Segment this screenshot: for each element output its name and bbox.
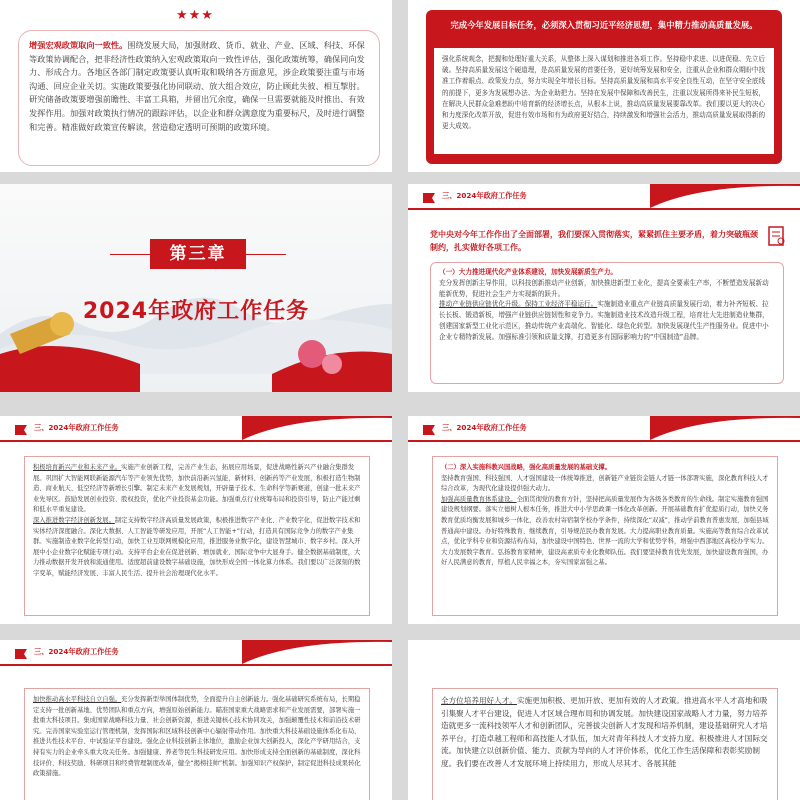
slide-talent-cultivation (408, 640, 800, 800)
paragraph: 实施制造业重点产业链高质量发展行动，着力补齐短板、拉长长板、锻造新板，增强产业链供应链韧性和竞争力。实施制造业技术改造升级工程，培育壮大先进制造业集群，创建国家新型工业化示范区，推动传统产业高端化、智能化、绿色化转型。加快发展现代生产性服务业。促进中小企业专精特新发展。加强标准引领和质量支撑，打造更多有国际影响力的“中国制造”品牌。 (439, 300, 769, 341)
paragraph: 充分发挥新型举国体制优势，全面提升自主创新能力。强化基础研究系统布局，长期稳定支持一批创新基地、优势团队和重点方向，增强原始创新能力。瞄准国家重大战略需求和产业发展需要，部署实施一批重大科技项目。集成国家战略科技力量、社会创新资源，推进关键核心技术协同攻关，加强颠覆性技术和前沿技术研究。完善国家实验室运行管理机制，发挥国际和区域科技创新中心辐射带动作用。加快重大科技基础设施体系化布局，推进共性技术平台、中试验证平台建设。强化企业科技创新主体地位，激励企业加大创新投入，深化产学研用结合，支持有实力的企业牵头重大攻关任务。加强健康、养老等民生科技研发应用。加快形成支持全面创新的基础制度，深化科技评价、科技奖励、科研项目和经费管理制度改革，健全“揭榜挂帅”机制。加强知识产权保护，制定促进科技成果转化政策措施。 (33, 696, 361, 778)
slide-header (0, 640, 392, 668)
paragraph-lead: 全方位培养用好人才。 (441, 696, 517, 705)
text-box (18, 30, 380, 166)
subsection-title: （二）深入实施科教兴国战略，强化高质量发展的基础支撑。 (441, 464, 612, 471)
paragraph: 制定支持数字经济高质量发展政策，积极推进数字产业化、产业数字化，促进数字技术和实体经济深度融合。深化大数据、人工智能等研发应用，开展“人工智能+”行动，打造具有国际竞争力的数字产业集群。实施制造业数字化转型行动，加快工业互联网规模化应用，推进服务业数字化，建设智慧城市、数字乡村。深入开展中小企业数字化赋能专项行动。支持平台企业在促进创新、增加就业、国际竞争中大显身手。健全数据基础制度，大力推动数据开发开放和流通使用。适度超前建设数字基础设施，加快形成全国一体化算力体系。我们要以广泛深刻的数字变革，赋能经济发展、丰富人民生活、提升社会治理现代化水平。 (33, 516, 361, 577)
slide-2024-tasks-overview (408, 184, 800, 392)
paragraph: 全面贯彻党的教育方针，坚持把高质量发展作为各级各类教育的生命线。制定实施教育强国建设规划纲要。落实立德树人根本任务，推进大中小学思政课一体化改革创新。开展基础教育扩优提质行动，加快义务教育优质均衡发展和城乡一体化，改善农村寄宿制学校办学条件，持续深化“双减”，推动学前教育普惠发展，加强县域普通高中建设。办好特殊教育、继续教育，引导规范民办教育发展。大力提高职业教育质量。实施高等教育综合改革试点，优化学科专业和资源结构布局，加快建设中国特色、世界一流的大学和优势学科，增强中西部地区高校办学实力。大力发展数字教育。弘扬教育家精神，建设高素质专业化教师队伍。我们要坚持教育优先发展，加快建设教育强国，办好人民满意的教育，厚植人民幸福之本，夯实国家富强之基。 (441, 495, 769, 567)
bold-lead: 增强宏观政策取向一致性。 (29, 40, 128, 50)
header-line (408, 440, 800, 442)
paragraph-lead: 深入推进数字经济创新发展。 (33, 516, 115, 524)
paragraph-lead: 推动产业链供应链优化升级。保持工业经济平稳运行。 (439, 300, 598, 309)
paragraph: 实施更加积极、更加开放、更加有效的人才政策。推进高水平人才高地和吸引集聚人才平台建设，促进人才区域合理布局和协调发展。加快建设国家战略人才力量，努力培养造就更多一流科技领军人才和创新团队，完善拔尖创新人才发现和培养机制，建设基础研究人才培养平台，打造卓越工程师和高技能人才队伍，加大对青年科技人才支持力度。积极推进人才国际交流。加快建立以创新价值、能力、贡献为导向的人才评价体系，优化工作生活保障和表彰奖励制度。我们要在改善人才发展环境上持续用力，形成人尽其才、各展其能 (441, 696, 768, 768)
section-title: 三、2024年政府工作任务 (442, 423, 527, 432)
wave-decoration (650, 184, 800, 210)
panel-body: 强化系统观念，把握和处理好重大关系，从整体上深入谋划和推进各项工作。坚持稳中求进、以进促稳、先立后破。坚持高质量发展这个硬道理，是高质量发展的首要任务，更好统筹发展和安全，注重从企业和群众期盼中找准工作着眼点、政策发力点，努力实现全年增长目标。坚持高质量发展和高水平安全良性互动，在坚守安全底线的前提下，更多为发展想办法、为企业助把力。坚持在发展中保障和改善民生，注重以发展所得来补民生短板，在解决人民群众急难愁盼中培育新的经济增长点，从根本上说，推动高质量发展要靠改革。我们要以更大的决心和力度深化改革开放，促进有效市场和有为政府更好结合，持续激发和增强社会活力，推动高质量发展取得新的更大成效。 (434, 48, 774, 154)
section-title: 三、2024年政府工作任务 (34, 423, 119, 432)
text-box (24, 688, 370, 800)
wave-decoration (242, 416, 392, 442)
red-panel (426, 10, 782, 164)
slide-science-education (408, 416, 800, 624)
paragraph: 坚持教育强国、科技强国、人才强国建设一体统筹推进，创新链产业链资金链人才链一体部署实施，深化教育科技人才综合改革，为现代化建设提供强大动力。 (441, 474, 769, 493)
section-title: 三、2024年政府工作任务 (442, 191, 527, 200)
text-box (432, 456, 778, 616)
section-title: 三、2024年政府工作任务 (34, 647, 119, 656)
flag-icon (14, 424, 28, 436)
text-box (432, 688, 778, 800)
trumpet-ribbon-graphic (0, 294, 140, 392)
wave-decoration (650, 416, 800, 442)
lead-text: 党中央对今年工作作出了全面部署，我们要深入贯彻落实，紧紧抓住主要矛盾，着力突破瓶颈制约，扎实做好各项工作。 (430, 230, 758, 252)
paragraph-lead: 加强高质量教育体系建设。 (441, 495, 517, 503)
body-text: 围绕发展大局，加强财政、货币、就业、产业、区域、科技、环保等政策协调配合，把非经济性政策纳入宏观政策取向一致性评估，强化政策统筹，确保同向发力、形成合力。各地区各部门制定政策要认真听取和吸纳各方面意见，涉企政策要注重与市场沟通、回应企业关切。实施政策要强化协同联动、放大组合效应，防止顾此失彼、相互掣肘。研究储备政策要增强前瞻性、丰富工具箱，并留出冗余度，确保一旦需要就能及时推出、有效发挥作用。加强对政策执行情况的跟踪评估，以企业和群众满意度为重要标尺，及时进行调整和完善。精准做好政策宣传解读，营造稳定透明可预期的政策环境。 (29, 40, 365, 132)
text-box (24, 456, 370, 616)
chapter-title: 2024年政府工作任务 (82, 299, 310, 324)
slide-header (408, 184, 800, 212)
slide-development-goals (408, 0, 800, 172)
slide-emerging-industries (0, 416, 392, 624)
paragraph-lead: 积极培育新兴产业和未来产业。 (33, 464, 122, 471)
paragraph: 实施产业创新工程，完善产业生态，拓展应用场景，促进战略性新兴产业融合集群发展。巩固扩大智能网联新能源汽车等产业领先优势，加快前沿新兴氢能、新材料、创新药等产业发展，积极打造生物制造、商业航天、低空经济等新增长引擎。制定未来产业发展规划，开辟量子技术、生命科学等新赛道，创建一批未来产业先导区。鼓励发展创业投资、股权投资，优化产业投资基金功能。加强重点行业统筹布局和投资引导，防止产能过剩和低水平重复建设。 (33, 464, 361, 514)
chapter-label: 第三章 (150, 239, 246, 269)
slide-chapter-three (0, 184, 392, 392)
paragraph: 充分发挥创新主导作用，以科技创新推动产业创新，加快推进新型工业化，提高全要素生产率，不断塑造发展新动能新优势，促进社会生产力实现新的跃升。 (439, 278, 769, 298)
flag-icon (422, 424, 436, 436)
panel-header: 完成今年发展目标任务，必须深入贯彻习近平经济思想，集中精力推动高质量发展。 (450, 20, 758, 30)
flag-icon (14, 648, 28, 660)
document-icon (768, 226, 786, 246)
flower-ribbon-graphic (272, 314, 392, 392)
flag-icon (422, 192, 436, 204)
slide-tech-self-reliance (0, 640, 392, 800)
star-decoration: ★★★ (176, 8, 214, 23)
paragraph-lead: 加快推动高水平科技自立自强。 (33, 696, 122, 703)
wave-decoration (242, 640, 392, 666)
slide-policy-consistency (0, 0, 392, 172)
subsection-title: （一）大力推进现代化产业体系建设，加快发展新质生产力。 (439, 268, 618, 276)
slide-header (408, 416, 800, 444)
header-line (0, 440, 392, 442)
slide-header (0, 416, 392, 444)
header-line (0, 664, 392, 666)
header-line (408, 208, 800, 210)
text-box (430, 262, 784, 384)
